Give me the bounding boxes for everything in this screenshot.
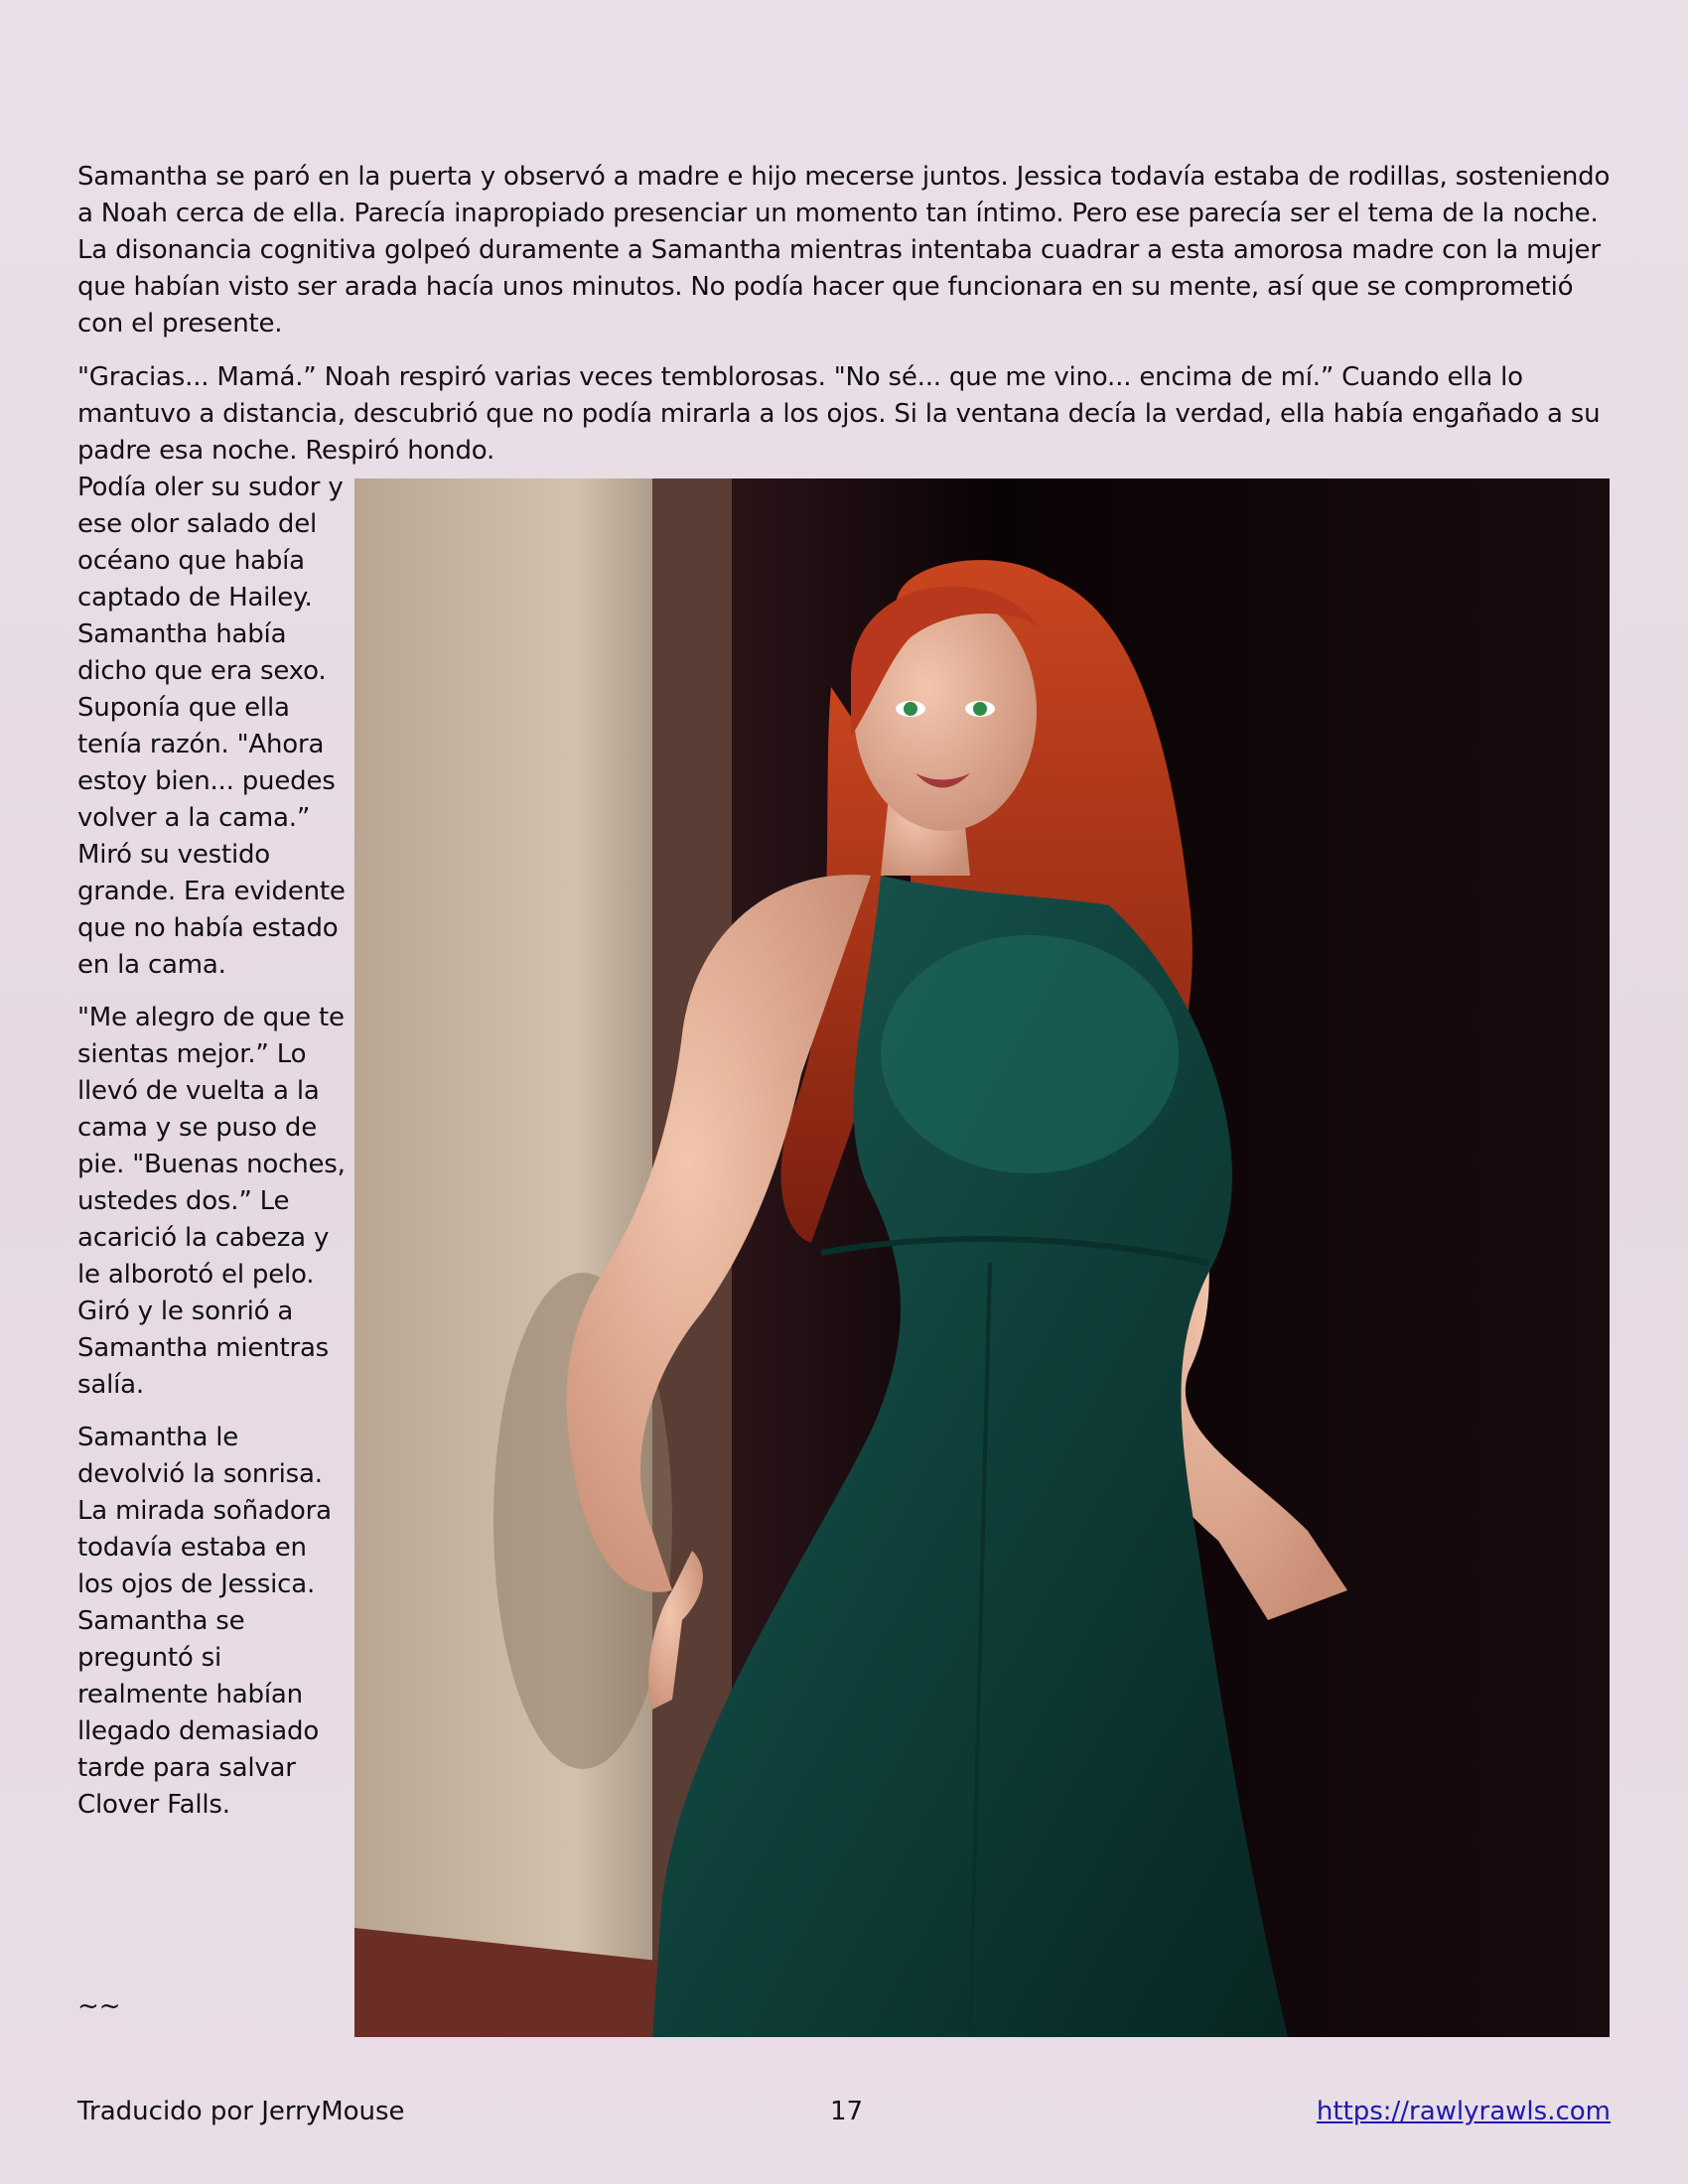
footer-website-link[interactable]: https://rawlyrawls.com bbox=[1316, 2097, 1611, 2126]
woman-in-green-dress-illustration bbox=[354, 478, 1610, 2037]
paragraph-dialogue: "Gracias... Mamá.” Noah respiró varias veces temblorosas. "No sé... que me vino... encima de mí.” Cuando ella lo mantuvo a distancia, descubrió que no podía mirarla a los ojos. Si la ventana decía la verdad, ella había engañado a su padre esa noche. Respiró hondo. bbox=[77, 362, 1601, 466]
paragraph-intro: Samantha se paró en la puerta y observó a madre e hijo mecerse juntos. Jessica todavía estaba de rodillas, sosteniendo a Noah cerca de ella. Parecía inapropiado presenciar un momento tan íntimo. Pero ese parecía ser el tema de la noche. La disonancia cognitiva golpeó duramente a Samantha mientras intentaba cuadrar a esta amorosa madre con la mujer que habían visto ser arada hacía unos minutos. No podía hacer que funcionara en su mente, así que se comprometió con el presente. bbox=[77, 162, 1611, 339]
paragraph-smell: Podía oler su sudor y ese olor salado del océano que había captado de Hailey. Samantha había dicho que era sexo. Suponía que ella tenía razón. "Ahora estoy bien... puedes volver a la cama.” Miró su vestido grande. Era evidente que no había estado en la cama. bbox=[77, 473, 346, 980]
footer-translator-credit: Traducido por JerryMouse bbox=[77, 2097, 405, 2126]
illustration bbox=[354, 478, 1610, 2037]
paragraph-goodnight: "Me alegro de que te sientas mejor.” Lo llevó de vuelta a la cama y se puso de pie. "Buenas noches, ustedes dos.” Le acarició la cabeza y le alborotó el pelo. Giró y le sonrió a Samantha mientras salía. bbox=[77, 1003, 346, 1400]
left-text-column bbox=[77, 470, 346, 1840]
paragraph-ending: Samantha le devolvió la sonrisa. La mirada soñadora todavía estaba en los ojos de Jessica. Samantha se preguntó si realmente habían llegado demasiado tarde para salvar Clover Falls. bbox=[77, 1423, 332, 1820]
section-separator: ~~ bbox=[77, 1991, 121, 2021]
page-number: 17 bbox=[830, 2097, 864, 2126]
